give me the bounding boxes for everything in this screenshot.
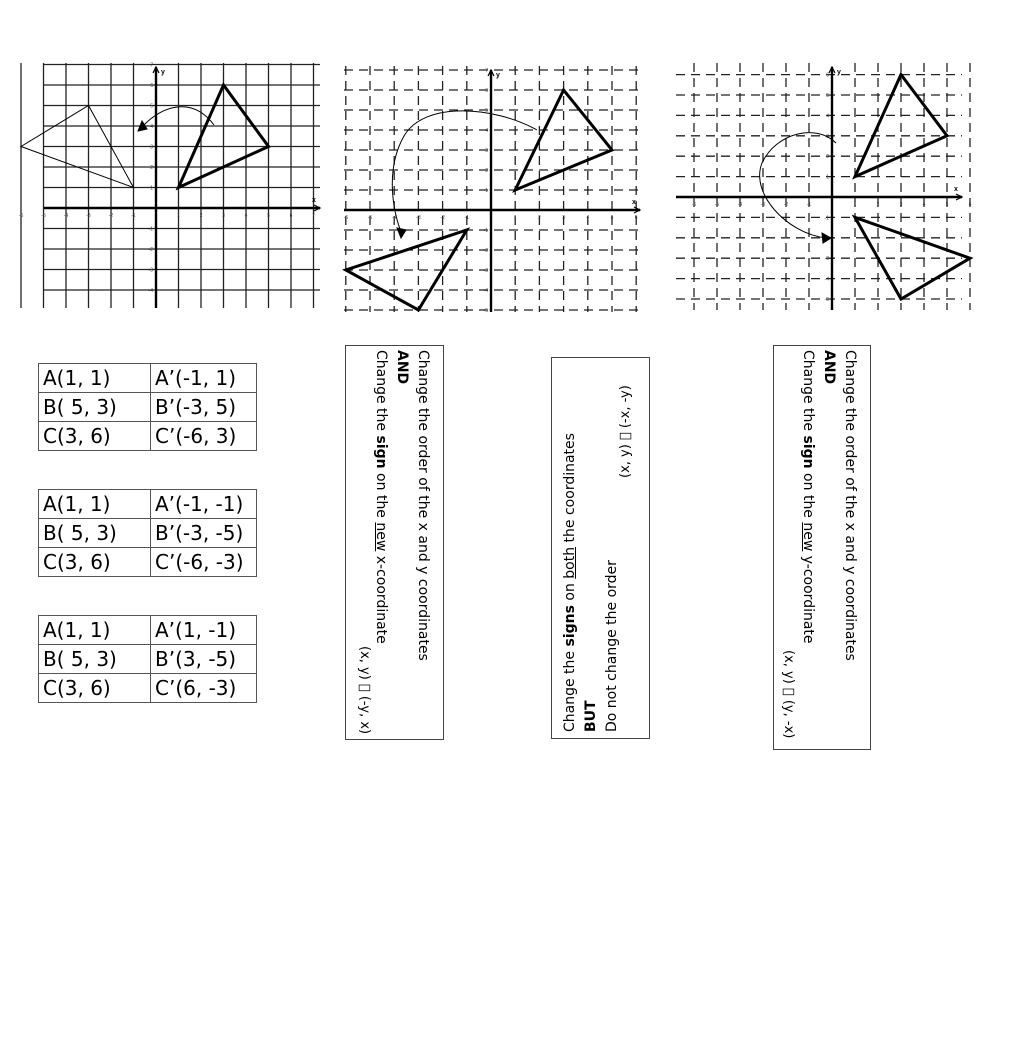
y-tick-label: -2 — [483, 248, 488, 254]
x-tick-label: 3 — [899, 202, 903, 208]
points-table-1 — [38, 363, 257, 451]
image-point: A’(-1, 1) — [151, 364, 257, 393]
table-row — [39, 674, 257, 703]
y-tick-label: -4 — [148, 288, 153, 294]
x-tick-label: -4 — [737, 202, 743, 208]
y-tick-label: 2 — [826, 154, 829, 161]
x-axis-label: x — [632, 199, 636, 206]
y-tick-label: 5 — [826, 93, 829, 99]
x-tick-label: -5 — [367, 215, 373, 221]
x-tick-label: 5 — [267, 213, 270, 219]
original-point: C(3, 6) — [39, 674, 151, 703]
x-tick-label: -1 — [131, 213, 136, 219]
y-tick-label: 2 — [485, 168, 488, 174]
y-axis-label: y — [837, 69, 841, 76]
table-row — [39, 616, 257, 645]
x-tick-label: 4 — [586, 215, 590, 221]
table-row — [39, 490, 257, 519]
y-tick-label: 3 — [485, 148, 488, 154]
table-row — [39, 645, 257, 674]
x-tick-label: 5 — [945, 202, 949, 208]
x-tick-label: -6 — [18, 213, 24, 219]
y-tick-label: 3 — [150, 144, 153, 151]
rule-line: Change the order of the x and y coordinates — [415, 350, 431, 661]
coordinate-grid-2 — [344, 66, 640, 312]
points-table-2 — [38, 489, 257, 577]
x-tick-label: 6 — [968, 202, 972, 208]
rule-formula-180: (x, y)   (-x, -y) — [618, 385, 633, 478]
original-point: A(1, 1) — [39, 364, 151, 393]
x-tick-label: 5 — [610, 215, 614, 221]
original-point: B( 5, 3) — [39, 519, 151, 548]
original-point: B( 5, 3) — [39, 393, 151, 422]
y-tick-label: 2 — [150, 165, 153, 171]
x-tick-label: 4 — [244, 213, 248, 219]
table-row — [39, 422, 257, 451]
y-tick-label: 5 — [485, 108, 488, 114]
rule-line: AND — [394, 350, 410, 385]
rule-box-180 — [551, 357, 650, 739]
x-tick-label: 7 — [312, 213, 315, 219]
y-tick-label: -3 — [148, 267, 153, 274]
rotation-arrowhead-icon — [397, 228, 406, 238]
x-tick-label: -6 — [691, 202, 697, 208]
y-tick-label: -4 — [483, 288, 488, 294]
y-tick-label: 7 — [485, 68, 488, 74]
y-tick-label: 7 — [150, 62, 153, 69]
image-point: A’(1, -1) — [151, 616, 257, 645]
y-tick-label: -5 — [483, 308, 488, 314]
y-tick-label: 4 — [485, 128, 488, 134]
x-tick-label: -2 — [783, 202, 789, 208]
y-tick-label: -5 — [824, 297, 829, 303]
coordinate-grid-1 — [18, 62, 320, 308]
y-tick-label: 1 — [150, 185, 153, 192]
y-tick-label: 6 — [150, 83, 153, 89]
x-tick-label: -5 — [714, 202, 720, 208]
y-tick-label: 4 — [826, 113, 829, 120]
rule-box-270 — [773, 345, 871, 750]
rule-line: AND — [821, 350, 837, 385]
x-tick-label: -2 — [440, 215, 445, 221]
y-tick-label: 6 — [485, 88, 488, 94]
rule-line: Change the sign on the new y-coordinate — [800, 350, 816, 644]
image-point: B’(-3, -5) — [151, 519, 257, 548]
points-table-3 — [38, 615, 257, 703]
rule-line: BUT — [583, 700, 599, 732]
table-row — [39, 393, 257, 422]
rule-formula-90: (x, y)   (-y, x) — [357, 646, 372, 735]
x-tick-label: -3 — [416, 215, 421, 221]
x-tick-label: 3 — [222, 213, 225, 219]
y-tick-label: -2 — [148, 247, 153, 253]
x-tick-label: -4 — [391, 215, 397, 221]
y-tick-label: 5 — [150, 103, 153, 110]
y-tick-label: -3 — [483, 268, 488, 274]
x-tick-label: -1 — [806, 202, 812, 208]
table-row — [39, 548, 257, 577]
y-tick-label: -1 — [483, 228, 488, 234]
x-tick-label: -3 — [86, 213, 91, 219]
y-tick-label: -3 — [824, 256, 829, 263]
x-tick-label: 2 — [538, 215, 541, 221]
rule-line: Change the sign on the new x-coordinate — [373, 350, 389, 644]
y-tick-label: 4 — [150, 124, 153, 130]
rule-box-90 — [345, 345, 444, 740]
original-point: C(3, 6) — [39, 422, 151, 451]
rotation-arrow — [760, 133, 836, 238]
y-tick-label: 6 — [826, 72, 829, 79]
x-tick-label: 3 — [562, 215, 565, 221]
x-tick-label: -2 — [108, 213, 114, 219]
x-tick-label: 6 — [289, 213, 293, 219]
original-point: C(3, 6) — [39, 548, 151, 577]
x-tick-label: 4 — [922, 202, 926, 208]
y-axis-label: y — [161, 69, 165, 76]
table-row — [39, 364, 257, 393]
table-row — [39, 519, 257, 548]
coordinate-grid-3 — [676, 63, 972, 310]
y-tick-label: 1 — [826, 174, 829, 181]
graph-rotation-180 — [344, 66, 640, 312]
original-point: A(1, 1) — [39, 490, 151, 519]
image-point: C’(-6, -3) — [151, 548, 257, 577]
y-tick-label: -1 — [148, 226, 153, 233]
x-tick-label: 1 — [853, 202, 857, 208]
rule-formula-270: (x, y)   (y, -x) — [781, 650, 796, 739]
x-tick-label: -1 — [464, 215, 470, 221]
y-axis-label: y — [496, 72, 500, 79]
x-tick-label: -5 — [41, 213, 46, 219]
x-tick-label: -6 — [343, 215, 349, 221]
y-tick-label: -1 — [824, 215, 829, 222]
graph-rotation-90 — [18, 62, 320, 308]
x-tick-label: 1 — [513, 215, 517, 221]
rule-line: Change the order of the x and y coordinates — [842, 350, 858, 661]
x-tick-label: 2 — [199, 213, 203, 219]
image-point: A’(-1, -1) — [151, 490, 257, 519]
graph-rotation-270 — [676, 63, 972, 310]
x-tick-label: 2 — [876, 202, 880, 208]
x-axis-label: x — [312, 197, 316, 204]
image-point: C’(-6, 3) — [151, 422, 257, 451]
original-point: B( 5, 3) — [39, 645, 151, 674]
x-tick-label: -3 — [760, 202, 766, 208]
image-point: B’(-3, 5) — [151, 393, 257, 422]
x-tick-label: -4 — [63, 213, 69, 219]
y-tick-label: 3 — [826, 133, 829, 140]
y-tick-label: 1 — [485, 188, 488, 194]
x-tick-label: 6 — [634, 215, 638, 221]
x-tick-label: 1 — [177, 213, 180, 219]
image-point: C’(6, -3) — [151, 674, 257, 703]
x-axis-label: x — [954, 186, 958, 193]
rule-line: Do not change the order — [604, 560, 620, 732]
original-point: A(1, 1) — [39, 616, 151, 645]
y-tick-label: -4 — [824, 276, 829, 283]
image-point: B’(3, -5) — [151, 645, 257, 674]
rule-line: Change the signs on both the coordinates — [562, 433, 578, 732]
